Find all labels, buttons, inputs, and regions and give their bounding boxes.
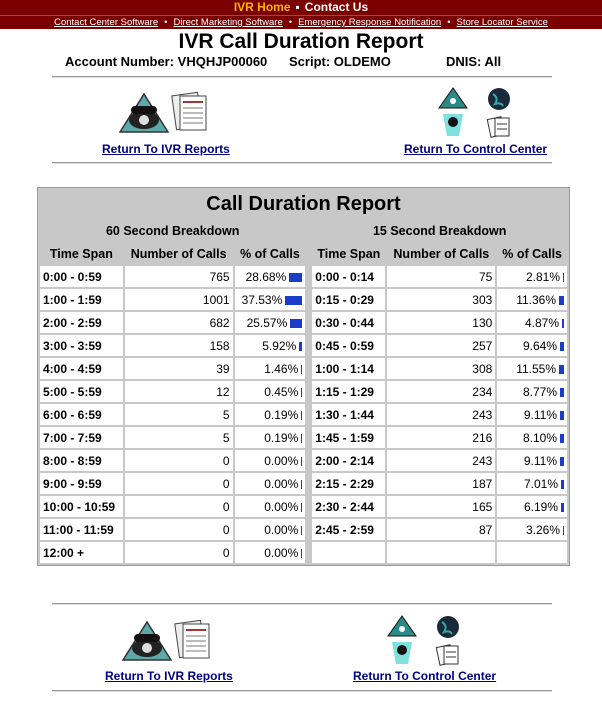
number-of-calls-cell: 0 [125,496,233,517]
direct-marketing-software-link[interactable]: Direct Marketing Software [173,17,283,28]
return-to-control-center-link[interactable]: Return To Control Center [353,669,497,683]
pct-bar [559,365,564,374]
pct-value: 7.01% [523,476,558,491]
number-of-calls-cell: 87 [387,519,495,540]
store-locator-service-link[interactable]: Store Locator Service [456,17,548,28]
pct-bar [560,457,564,466]
pct-of-calls-cell [497,404,567,425]
sub-nav-separator: • [164,17,168,28]
number-of-calls-cell: 234 [387,381,495,402]
pct-value: 9.11% [523,453,557,468]
pct-value: 11.36% [516,292,556,307]
column-header-pct-of-calls: % of Calls [235,243,306,264]
pct-bar [563,526,564,535]
contact-center-software-link[interactable]: Contact Center Software [54,17,159,28]
pct-of-calls-cell [497,473,567,494]
pct-of-calls-cell [235,335,306,356]
report-documents-icon [175,620,209,658]
script-name: Script: OLDEMO [289,54,391,69]
dnis-value: DNIS: All [446,54,502,69]
pct-of-calls-cell [235,450,306,471]
pct-value: 0.00% [264,476,299,491]
table-row [40,542,567,563]
divider [52,76,552,78]
table-row [40,312,567,333]
pct-of-calls-cell [235,542,306,563]
time-span-cell: 1:30 - 1:44 [312,404,385,425]
pct-of-calls-cell [497,335,567,356]
return-to-ivr-reports-link[interactable]: Return To IVR Reports [102,142,230,156]
number-of-calls-cell: 682 [125,312,233,333]
number-of-calls-cell: 130 [387,312,495,333]
ivr-reports-icons[interactable] [118,88,213,141]
pct-of-calls-cell [235,427,306,448]
pct-of-calls-cell [235,496,306,517]
time-span-cell: 2:00 - 2:14 [312,450,385,471]
time-span-cell: 1:15 - 1:29 [312,381,385,402]
number-of-calls-cell: 0 [125,473,233,494]
pct-value: 11.55% [516,361,556,376]
account-number: Account Number: VHQHJP00060 [65,54,268,69]
time-span-cell: 2:45 - 2:59 [312,519,385,540]
globe-icon [488,88,510,110]
time-span-cell: 1:00 - 1:14 [312,358,385,379]
pct-of-calls-cell [497,519,567,540]
column-header-number-of-calls: Number of Calls [125,243,233,264]
pct-of-calls-cell [235,289,306,310]
time-span-cell: 2:30 - 2:44 [312,496,385,517]
ivr-reports-icons[interactable] [121,616,216,669]
pct-bar [560,388,564,397]
return-to-ivr-reports-link[interactable]: Return To IVR Reports [105,669,233,683]
number-of-calls-cell: 5 [125,427,233,448]
divider [52,690,552,692]
pct-bar [560,342,564,351]
pct-of-calls-cell [235,381,306,402]
pct-bar [561,480,564,489]
time-span-cell: 2:00 - 2:59 [40,312,123,333]
pct-value: 3.26% [525,522,560,537]
call-duration-table [37,187,570,566]
number-of-calls-cell: 308 [387,358,495,379]
table-row [40,266,567,287]
person-light-icon [443,114,463,136]
number-of-calls-cell: 12 [125,381,233,402]
pct-of-calls-cell [497,496,567,517]
sub-nav-separator: • [288,17,293,28]
table-row [40,496,567,517]
pct-value: 28.68% [245,269,287,284]
pct-bar [560,434,564,443]
pct-bar [301,365,302,374]
divider [52,603,552,605]
telephone-icon [123,622,171,660]
pct-bar [301,480,302,489]
pct-bar [562,319,564,328]
number-of-calls-cell: 765 [125,266,233,287]
empty-cell [497,542,567,563]
pct-value: 1.46% [264,361,299,376]
pct-value: 0.00% [264,522,299,537]
number-of-calls-cell: 257 [387,335,495,356]
pct-bar [301,503,302,512]
pct-of-calls-cell [497,312,567,333]
left-section-heading: 60 Second Breakdown [40,220,305,241]
right-section-heading: 15 Second Breakdown [312,220,567,241]
pct-value: 5.92% [262,338,297,353]
pct-bar [299,342,302,351]
time-span-cell: 0:15 - 0:29 [312,289,385,310]
control-pyramid-icon [439,88,467,108]
report-title: Call Duration Report [40,190,567,218]
pct-bar [289,273,302,282]
pct-of-calls-cell [235,473,306,494]
time-span-cell: 10:00 - 10:59 [40,496,123,517]
pct-value: 6.19% [523,499,558,514]
sub-nav-separator: • [447,17,451,28]
column-header-pct-of-calls: % of Calls [497,243,567,264]
number-of-calls-cell: 303 [387,289,495,310]
pct-value: 2.81% [525,269,560,284]
number-of-calls-cell: 5 [125,404,233,425]
control-pyramid-icon [388,616,416,636]
time-span-cell: 0:00 - 0:59 [40,266,123,287]
contact-us-link[interactable]: Contact Us [304,0,369,14]
number-of-calls-cell: 187 [387,473,495,494]
time-span-cell: 11:00 - 11:59 [40,519,123,540]
table-row [40,404,567,425]
empty-cell [387,542,495,563]
time-span-cell: 6:00 - 6:59 [40,404,123,425]
pct-value: 0.00% [264,545,299,560]
pct-value: 0.19% [264,407,299,422]
number-of-calls-cell: 39 [125,358,233,379]
pct-of-calls-cell [235,358,306,379]
pct-bar [301,434,302,443]
return-to-control-center-link[interactable]: Return To Control Center [404,142,548,156]
table-row [40,335,567,356]
time-span-cell: 12:00 + [40,542,123,563]
pct-of-calls-cell [497,450,567,471]
pct-value: 9.64% [522,338,557,353]
number-of-calls-cell: 0 [125,542,233,563]
pct-value: 0.19% [264,430,299,445]
pct-value: 0.00% [264,499,299,514]
table-row [40,519,567,540]
pct-bar [301,388,302,397]
table-row [40,289,567,310]
column-header-time-span: Time Span [40,243,123,264]
time-span-cell: 0:00 - 0:14 [312,266,385,287]
cards-icon [436,645,458,666]
table-row [40,450,567,471]
telephone-icon [120,94,168,132]
pct-value: 0.00% [264,453,299,468]
pct-of-calls-cell [235,404,306,425]
pct-of-calls-cell [497,358,567,379]
pct-bar [563,273,564,282]
number-of-calls-cell: 243 [387,450,495,471]
nav-separator: ▪ [295,0,300,14]
number-of-calls-cell: 158 [125,335,233,356]
time-span-cell: 3:00 - 3:59 [40,335,123,356]
cards-icon [487,117,509,138]
number-of-calls-cell: 165 [387,496,495,517]
pct-value: 25.57% [246,315,288,330]
number-of-calls-cell: 0 [125,519,233,540]
time-span-cell: 9:00 - 9:59 [40,473,123,494]
table-row [40,358,567,379]
time-span-cell: 8:00 - 8:59 [40,450,123,471]
pct-value: 37.53% [241,292,283,307]
table-row [40,473,567,494]
number-of-calls-cell: 243 [387,404,495,425]
pct-value: 9.11% [523,407,557,422]
time-span-cell: 4:00 - 4:59 [40,358,123,379]
time-span-cell: 7:00 - 7:59 [40,427,123,448]
globe-icon [437,616,459,638]
number-of-calls-cell: 1001 [125,289,233,310]
number-of-calls-cell: 0 [125,450,233,471]
pct-value: 8.10% [522,430,557,445]
top-nav [0,0,602,15]
divider [52,162,552,164]
person-light-icon [392,642,412,664]
number-of-calls-cell: 75 [387,266,495,287]
time-span-cell: 1:45 - 1:59 [312,427,385,448]
pct-bar [561,503,564,512]
pct-bar [290,319,302,328]
pct-bar [285,296,302,305]
emergency-response-notification-link[interactable]: Emergency Response Notification [298,17,442,28]
report-documents-icon [172,92,206,130]
table-row [40,427,567,448]
time-span-cell: 0:30 - 0:44 [312,312,385,333]
pct-bar [301,549,302,558]
pct-bar [560,411,564,420]
ivr-home-link[interactable]: IVR Home [233,0,291,14]
sub-nav [0,15,602,29]
pct-of-calls-cell [235,266,306,287]
pct-bar [301,526,302,535]
pct-value: 8.77% [522,384,557,399]
empty-cell [312,542,385,563]
page-title: IVR Call Duration Report [178,30,424,53]
pct-of-calls-cell [235,519,306,540]
pct-of-calls-cell [497,381,567,402]
pct-of-calls-cell [497,289,567,310]
time-span-cell: 2:15 - 2:29 [312,473,385,494]
time-span-cell: 5:00 - 5:59 [40,381,123,402]
control-center-icons[interactable] [386,614,464,673]
pct-value: 4.87% [524,315,559,330]
control-center-icons[interactable] [437,86,515,145]
pct-of-calls-cell [497,427,567,448]
column-header-number-of-calls: Number of Calls [387,243,495,264]
pct-of-calls-cell [235,312,306,333]
pct-bar [559,296,564,305]
table-row [40,381,567,402]
pct-bar [301,457,302,466]
number-of-calls-cell: 216 [387,427,495,448]
pct-bar [301,411,302,420]
column-header-time-span: Time Span [312,243,385,264]
time-span-cell: 0:45 - 0:59 [312,335,385,356]
time-span-cell: 1:00 - 1:59 [40,289,123,310]
pct-value: 0.45% [264,384,299,399]
pct-of-calls-cell [497,266,567,287]
